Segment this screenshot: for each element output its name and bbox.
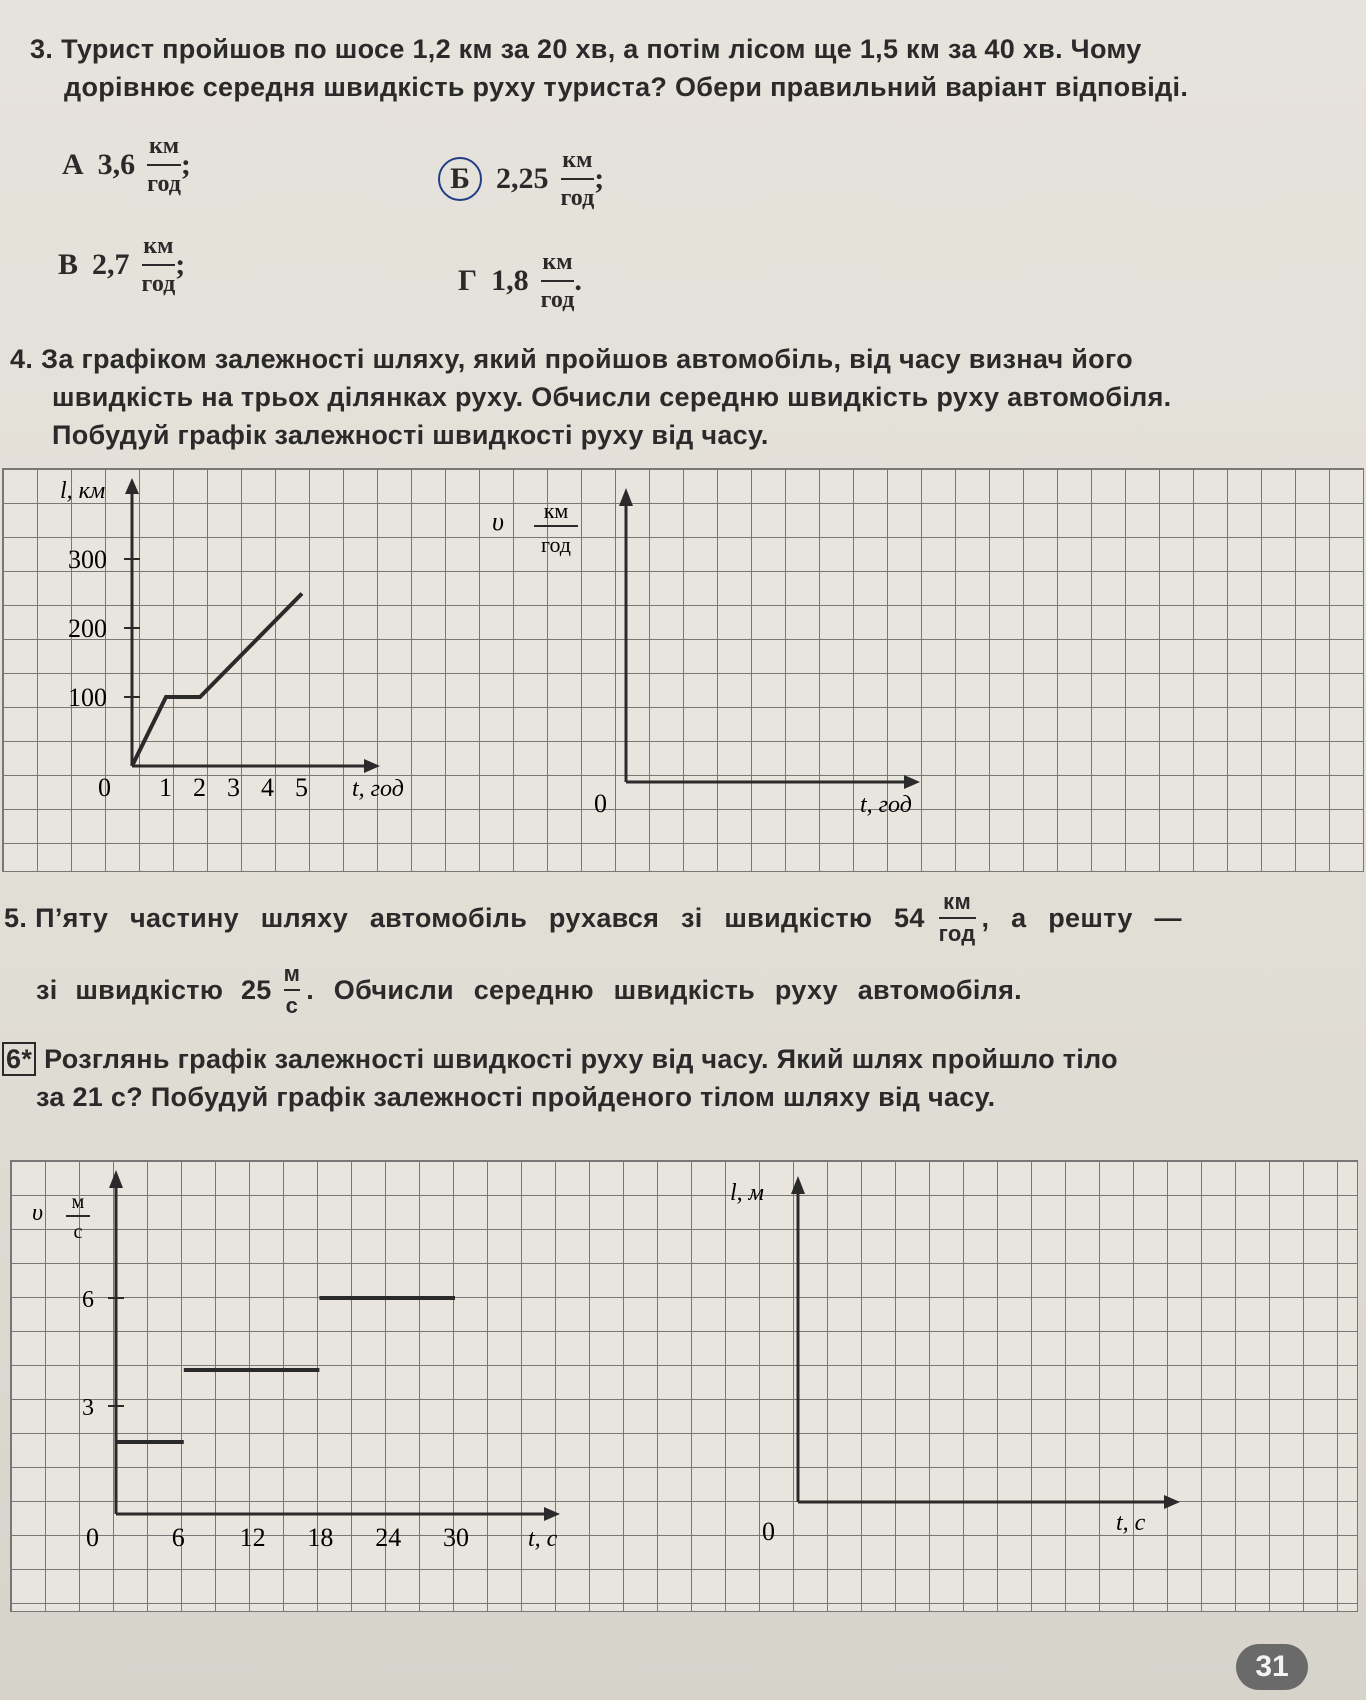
- chart1-y-tick-label: 100: [68, 683, 107, 712]
- task-5-line-1: [4, 890, 1354, 946]
- chart2-unit-den: год: [540, 532, 572, 557]
- chart2-unit-num: км: [543, 498, 569, 523]
- chart1-x-tick-label: 5: [295, 773, 308, 802]
- task-6-text-2: за 21 с? Побудуй графік залежності пройденого тілом шляху від часу.: [36, 1082, 996, 1112]
- task-3: [30, 30, 1340, 106]
- distance-time-chart-empty: [730, 1176, 1180, 1546]
- option-g-unit: [541, 248, 575, 314]
- task-5-text-4: . Обчисли середню швидкість руху автомобіля.: [306, 975, 1022, 1005]
- task-6: [2, 1040, 1352, 1116]
- chart1-x-tick-label: 1: [159, 773, 172, 802]
- unit-denominator: с: [285, 993, 299, 1018]
- chart1-xlabel: t, год: [352, 776, 404, 802]
- chart2-origin: 0: [594, 789, 607, 818]
- chart1-x-tick-label: 4: [261, 773, 274, 802]
- chart1-y-tick-label: 200: [68, 614, 107, 643]
- x-axis-arrow-icon: [904, 775, 920, 789]
- unit-numerator: км: [542, 249, 573, 275]
- task-4-text-2: швидкість на трьох ділянках руху. Обчисли середню швидкість руху автомобіля.: [52, 382, 1172, 412]
- option-b-letter-circled: Б: [438, 157, 482, 201]
- option-b-unit: [561, 146, 595, 212]
- chart1-x-tick-label: 3: [227, 773, 240, 802]
- y-axis-arrow-icon: [791, 1176, 805, 1194]
- chart3-x-tick-label: 0: [86, 1523, 99, 1552]
- chart3-x-tick-label: 30: [443, 1523, 469, 1552]
- task-5-line-2: [4, 962, 1354, 1018]
- chart1-x-tick-label: 2: [193, 773, 206, 802]
- chart1-ylabel: l, км: [60, 478, 106, 504]
- option-v-end: ;: [175, 248, 186, 281]
- unit-numerator: км: [148, 133, 180, 159]
- task-5-unit-2: [284, 962, 301, 1018]
- y-axis-arrow-icon: [125, 478, 139, 494]
- option-b: [438, 146, 604, 212]
- chart4-ylabel: l, м: [730, 1180, 764, 1206]
- chart4-xlabel: t, с: [1116, 1510, 1146, 1536]
- task-4: [10, 340, 1350, 454]
- unit-denominator: год: [938, 921, 976, 946]
- task-3-number: 3.: [30, 34, 54, 64]
- task-4-graphs: [2, 468, 1362, 870]
- option-a-letter: А: [62, 148, 84, 181]
- chart2-xlabel: t, год: [860, 792, 912, 818]
- task-6-number: 6*: [2, 1042, 36, 1076]
- chart1-x-tick-label: 0: [98, 773, 111, 802]
- x-axis-arrow-icon: [1164, 1495, 1180, 1509]
- option-v-value: 2,7: [92, 248, 130, 281]
- chart3-y-tick-label: 6: [82, 1287, 94, 1313]
- task-3-line-1: [30, 30, 1340, 68]
- chart3-x-tick-label: 24: [375, 1523, 402, 1552]
- chart3-xlabel: t, с: [528, 1526, 558, 1552]
- unit-numerator: км: [943, 889, 972, 914]
- option-b-value: 2,25: [496, 162, 549, 195]
- x-axis-arrow-icon: [544, 1507, 560, 1521]
- y-axis-arrow-icon: [619, 488, 633, 506]
- option-v-letter: В: [58, 248, 79, 281]
- unit-numerator: км: [562, 147, 593, 173]
- distance-time-chart: [60, 478, 404, 802]
- task-6-graphs: [10, 1160, 1356, 1610]
- chart3-x-tick-label: 6: [171, 1523, 185, 1552]
- option-a-value: 3,6: [97, 148, 136, 181]
- task-4-line-1: [10, 340, 1350, 378]
- task-4-number: 4.: [10, 344, 34, 374]
- task-5-number: 5.: [4, 903, 28, 933]
- x-axis-arrow-icon: [364, 759, 380, 773]
- task-5: [4, 890, 1354, 1018]
- option-g-value: 1,8: [491, 264, 529, 297]
- option-v: [58, 232, 185, 298]
- unit-denominator: год: [560, 185, 595, 211]
- task-6-line-1: [2, 1040, 1352, 1078]
- option-v-unit: [142, 232, 176, 298]
- option-a: [62, 132, 191, 198]
- chart3-x-tick-label: 12: [239, 1523, 266, 1552]
- chart3-unit-num: м: [71, 1191, 85, 1213]
- task-5-text-2: , а решту —: [981, 903, 1182, 933]
- speed-time-chart-empty: [492, 488, 920, 818]
- chart4-origin: 0: [762, 1517, 775, 1546]
- chart2-ylabel: υ: [492, 507, 504, 536]
- unit-numerator: км: [143, 233, 174, 259]
- option-g-letter: Г: [458, 264, 478, 297]
- task-3-text-2: дорівнює середня швидкість руху туриста? Обери правильний варіант відповіді.: [64, 72, 1189, 102]
- distance-line: [132, 594, 302, 767]
- chart3-unit-den: с: [73, 1221, 83, 1243]
- unit-denominator: год: [141, 271, 176, 297]
- task-4-text-3: Побудуй графік залежності швидкості руху від часу.: [52, 420, 769, 450]
- task-3-text-1: Турист пройшов по шосе 1,2 км за 20 хв, а потім лісом ще 1,5 км за 40 хв. Чому: [61, 34, 1142, 64]
- chart3-x-tick-label: 18: [307, 1523, 334, 1552]
- option-a-unit: [147, 132, 181, 198]
- y-axis-arrow-icon: [109, 1170, 123, 1188]
- option-g: [458, 248, 582, 314]
- chart3-ylabel: υ: [32, 1200, 44, 1226]
- task-5-text-3: зі швидкістю 25: [36, 975, 272, 1005]
- chart1-y-tick-label: 300: [68, 545, 107, 574]
- chart3-y-tick-label: 3: [82, 1395, 94, 1421]
- page-number: 31: [1236, 1644, 1308, 1690]
- speed-time-chart: [32, 1170, 560, 1552]
- option-a-end: ;: [180, 148, 191, 181]
- unit-numerator: м: [283, 961, 301, 986]
- task-5-text-1: П’яту частину шляху автомобіль рухався зі швидкістю 54: [35, 903, 925, 933]
- task-6-text-1: Розглянь графік залежності швидкості руху від часу. Який шлях пройшло тіло: [44, 1044, 1118, 1074]
- option-b-end: ;: [594, 162, 605, 195]
- task-5-unit-1: [939, 890, 976, 946]
- unit-denominator: год: [147, 171, 181, 197]
- task-4-text-1: За графіком залежності шляху, який пройшов автомобіль, від часу визнач його: [41, 344, 1133, 374]
- unit-denominator: год: [540, 287, 575, 313]
- option-g-end: .: [574, 264, 582, 297]
